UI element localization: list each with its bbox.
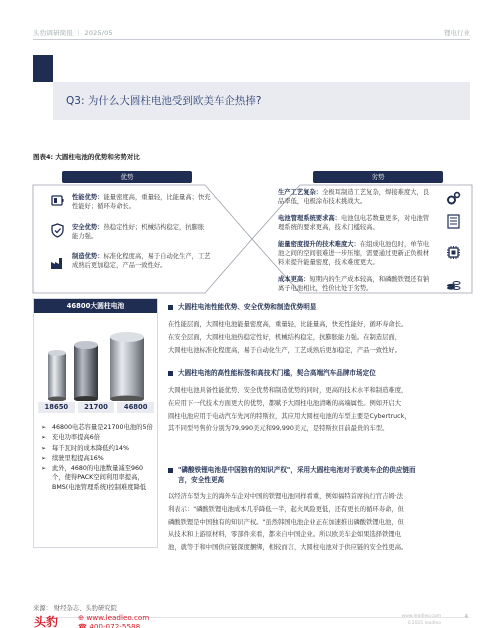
section-heading: 大圆柱电池性能优势、安全优势和制造优势明显 [168,303,473,313]
footer-copyright: ©2025 leadleo [407,621,441,626]
footer-website-right: www.leadleo.com [401,614,441,619]
header-report-info: 头豹调研简报 ｜ 2025/05 [33,29,113,37]
section-paragraph: 大圆柱电池具备性能优势、安全优势和制造优势的同时，更高的技术水平和制造难度， 在应用下一代技术方面更大的优势，都赋予大圆柱电池清晰的高端属性。例如开启大 圆柱电池应用于电动汽车先河的特斯拉，其应用大圆柱电池的车型主要是Cybertruck， 其不同型号售价分别为79,990美元和99,990美元，是特斯拉目前最贵的车型。 [168,387,411,433]
cylindrical-cells-image [38,317,154,401]
advantages-label: 优势 [62,171,192,183]
battery-size-labels [38,402,154,413]
website-link[interactable]: ⊕ www.leadleo.com [78,613,150,622]
list-item: ➢ 此外，4680的电池数量减至960个，使得PACK空间利用率提高，BMS(电池管理系统)控制难度降低 [41,464,153,492]
battery-card-title: 46800大圆柱电池 [34,299,157,313]
coins-icon [446,277,461,292]
disadvantage-density: 能量密度提升的技术难度大：在组成电池包时，单节电池之间的空间很难进一步压缩，需要通过更新正负极材料来提升能量密度，技术难度更大。 [278,241,430,267]
battery-label-21700: 21700 [78,402,115,413]
advantage-performance: 性能优势：能量密度高，重量轻，比能量高；快充性能好；循环寿命长。 [72,194,211,211]
factory-icon [50,255,65,270]
section-paragraph: 以经济车型为主的海外车企对中国的铁锂电池同样看重，例如福特首席执行官吉姆·法 利表示："磷酸铁锂电池成本几乎降低一半，起火风险更低，还有更长的循环寿命，但 磷酸铁锂是中国独有的知识产权。"虽然韩国电池企业正在加速推出磷酸铁锂电池，但 从技术和上游原材料，零部件来看，都来自中国企业。所以欧美车企如果选择铁锂电 池，就等于和中国供应链深度捆绑，相较而言，大圆柱电池对于供应链的安全性更高。 [168,493,408,552]
chip-icon [446,245,461,260]
section-heading: "磷酸铁锂电池是中国独有的知识产权"，采用大圆柱电池对于欧美车企的供应链而 言，安全性更高 [168,466,473,485]
advantage-manufacturing: 制造优势：标准化程度高，易于自动化生产，工艺成熟后更加稳定，产品一致性好。 [72,253,211,270]
disadvantages-label: 劣势 [313,171,443,183]
battery-label-18650: 18650 [38,402,75,413]
list-item: ➢ 46800电芯容量是21700电池的5倍 [41,423,153,432]
page-number: 4 [464,614,468,620]
disadvantage-process: 生产工艺复杂：全极耳制造工艺复杂，焊接难度大，良品率低，电极涂布技术挑战大。 [278,189,430,206]
advantage-safety: 安全优势：热稳定性好；机械结构稳定，抗膨胀能力强。 [72,224,205,241]
leadleo-logo: 头豹 [34,615,59,628]
section-heading: 大圆柱电池的高性能标签和高技术门槛，契合高端汽车品牌市场定位 [168,369,473,379]
battery-card [33,298,158,548]
battery-label-46800: 46800 [117,402,154,413]
header-industry: 锂电行业 [444,29,470,37]
section-paragraph: 在性能层面，大圆柱电池能量密度高，重量轻，比能量高，快充性能好，循环寿命长。 在安全层面，大圆柱电池热稳定性好，机械结构稳定，抗膨胀能力强。在制造层面， 大圆柱电池标准化程度高，易于自动化生产，工艺成熟后更加稳定，产品一致性好。 [168,321,408,354]
source-note: 来源： 财经杂志、头豹研究院 [33,605,117,612]
list-item: ➢ 充电功率提高6倍 [41,433,153,442]
disadvantage-cost: 成本更高：短期内的生产成本较高，和磷酸铁锂还有钠离子电池相比，性价比处于劣势。 [278,276,430,293]
disadvantage-bms: 电池管理系统要求高：电池包电芯数量更多，对电池管理系统的要求更高，技术门槛较高。 [278,215,430,232]
question-title: Q3: 为什么大圆柱电池受到欧美车企热捧? [66,95,262,107]
battery-icon [50,193,65,208]
phone-icon: ☎ [78,622,87,628]
globe-icon: ⊕ [78,613,85,622]
figure-title: 图表4: 大圆柱电池的优势和劣势对比 [33,153,140,161]
list-item: ➢ 每千瓦时的成本降低约14% [41,444,153,453]
checklist-icon [446,214,461,229]
shield-check-icon [50,223,65,238]
phone-number: ☎ 400-072-5588 [78,622,140,628]
battery-card-points [41,423,153,493]
list-item: ➢ 续驶里程提高16% [41,454,153,463]
gears-icon [446,191,461,206]
